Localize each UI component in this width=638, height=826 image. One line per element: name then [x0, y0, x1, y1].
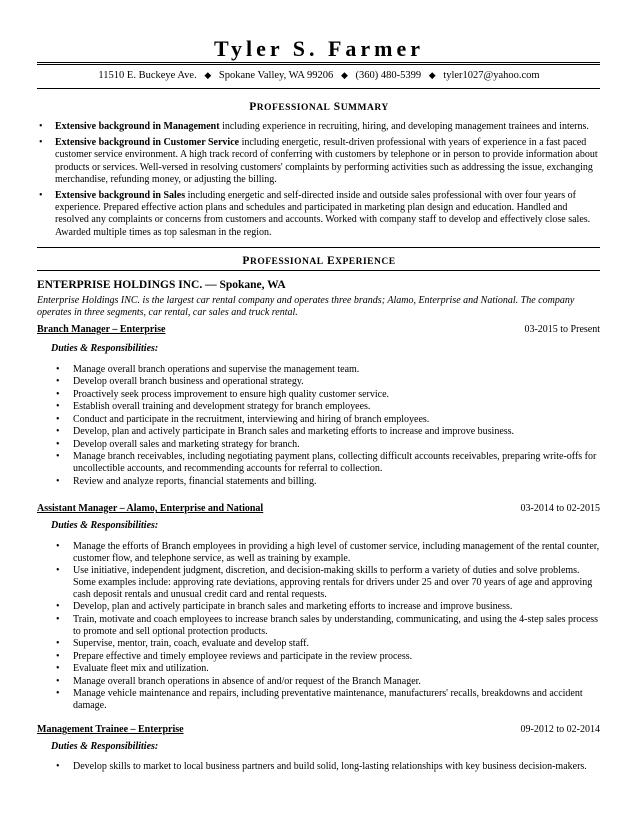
address: 11510 E. Buckeye Ave.: [98, 70, 197, 81]
experience-bottom-divider: [37, 270, 600, 271]
company-description: Enterprise Holdings INC. is the largest car rental company and operates three brands; Alamo, Enterprise and National. The company operates in three segments, car rental, car sales and truck rental.: [37, 295, 575, 319]
duty-list: [55, 761, 600, 773]
duty-item: • Prepare effective and timely employee reviews and participate in the review process.: [56, 650, 413, 662]
duty-item: • Supervise, mentor, train, coach, evaluate and develop staff.: [56, 638, 309, 650]
duty-item: • Establish overall training and development strategy for branch employees.: [56, 401, 371, 413]
contact-divider: [37, 88, 600, 89]
diamond-separator-icon: ◆: [340, 70, 348, 80]
duties-label: Duties & Responsibilities:: [51, 741, 159, 752]
duties-label: Duties & Responsibilities:: [51, 343, 159, 354]
duty-item: • Train, motivate and coach employees to increase branch sales by understanding, communicating, and using the 4-step sales process to promote and sell optional protection products.: [56, 613, 599, 637]
duty-item: • Use initiative, independent judgment, discretion, and decision-making skills to perform a variety of duties and solve problems. Some examples include: approving rate deviations, approving rentals for drivers under 25 and over 70 years of age and approving cash deposit rentals and unusual credit card and rental requests.: [56, 565, 593, 600]
duty-item: • Develop skills to market to local business partners and build solid, long-lasting relationships with key business decision-makers.: [56, 761, 587, 772]
duty-item: • Manage overall branch operations and supervise the management team.: [56, 364, 360, 375]
diamond-separator-icon: ◆: [428, 70, 436, 80]
phone-number: (360) 480-5399: [355, 70, 422, 81]
summary-item: • Extensive background in Management including experience in recruiting, hiring, and developing management trainees and interns.: [39, 121, 589, 132]
duty-item: • Conduct and participate in the recruitment, interviewing and hiring of branch employees.: [56, 413, 430, 425]
duty-list: [55, 364, 600, 488]
job-dates: 09-2012 to 02-2014: [520, 724, 600, 735]
city-state-zip: Spokane Valley, WA 99206: [218, 70, 334, 81]
duty-list: [55, 541, 600, 712]
duty-item: • Develop overall branch business and operational strategy.: [56, 376, 304, 388]
duty-item: • Develop, plan and actively participate in branch sales and marketing efforts to increase and improve business.: [56, 601, 513, 613]
job-header: [37, 503, 600, 514]
job-dates: 03-2014 to 02-2015: [520, 503, 600, 514]
job-header: [37, 324, 600, 335]
email-address[interactable]: tyler1027@yahoo.com: [443, 70, 540, 81]
duty-item: • Manage overall branch operations in absence of and/or request of the Branch Manager.: [56, 675, 421, 687]
job-title: Assistant Manager – Alamo, Enterprise and National: [37, 503, 264, 514]
candidate-name: Tyler S. Farmer: [213, 36, 425, 61]
duty-item: • Evaluate fleet mix and utilization.: [56, 663, 209, 675]
duty-item: • Manage vehicle maintenance and repairs, including preventative maintenance, manufacturers' recalls, breakdowns and accident damage.: [56, 688, 583, 711]
duty-item: • Develop overall sales and marketing strategy for branch.: [56, 438, 300, 450]
job-header: [37, 724, 600, 735]
experience-top-divider: [37, 247, 600, 248]
company-name: ENTERPRISE HOLDINGS INC. — Spokane, WA: [37, 279, 286, 291]
job-title: Branch Manager – Enterprise: [37, 324, 166, 335]
duty-item: • Review and analyze reports, financial statements and billing.: [56, 475, 317, 487]
duty-item: • Manage branch receivables, including negotiating payment plans, collecting difficult accounts receivables, preparing write-offs for uncollectible accounts, and recommending accounts for referral to collection.: [56, 451, 597, 475]
header-divider: [37, 62, 600, 65]
job-dates: 03-2015 to Present: [524, 324, 600, 335]
summary-heading: PROFESSIONAL SUMMARY: [249, 101, 389, 113]
summary-item: • Extensive background in Sales including energetic and self-directed inside and outside sales professional with over four years of experience. Prepared effective action plans and schedules and participated in marketing plan design and education. Handled and resolved any complaints or concerns from customers and accounts. Worked with company staff to develop and effectively close sales. Awarded multiple times as top salesman in the region.: [39, 190, 591, 238]
duty-item: • Proactively seek process improvement to ensure high quality customer service.: [56, 388, 390, 400]
diamond-separator-icon: ◆: [204, 70, 212, 80]
job-title: Management Trainee – Enterprise: [37, 724, 184, 735]
contact-line: [0, 70, 638, 81]
duty-item: • Develop, plan and actively participate in Branch sales and marketing efforts to increase and improve business.: [56, 426, 515, 438]
summary-list: [37, 121, 600, 241]
duties-label: Duties & Responsibilities:: [51, 520, 159, 531]
summary-item: • Extensive background in Customer Service including energetic, result-driven professional with years of experience in a fast paced customer service environment. A high track record of conferring with customers by telephone or in person to provide information about products or services. Well-versed in resolving customers' complaints by performing activities such as addressing the issue, exchanging merchandise, refunding money, or adjusting the billing.: [39, 137, 598, 185]
duty-item: • Manage the efforts of Branch employees in providing a high level of customer service, including management of the rental counter, customer flow, and telephone service, as well as training by example.: [56, 541, 600, 564]
experience-heading: PROFESSIONAL EXPERIENCE: [242, 255, 396, 267]
